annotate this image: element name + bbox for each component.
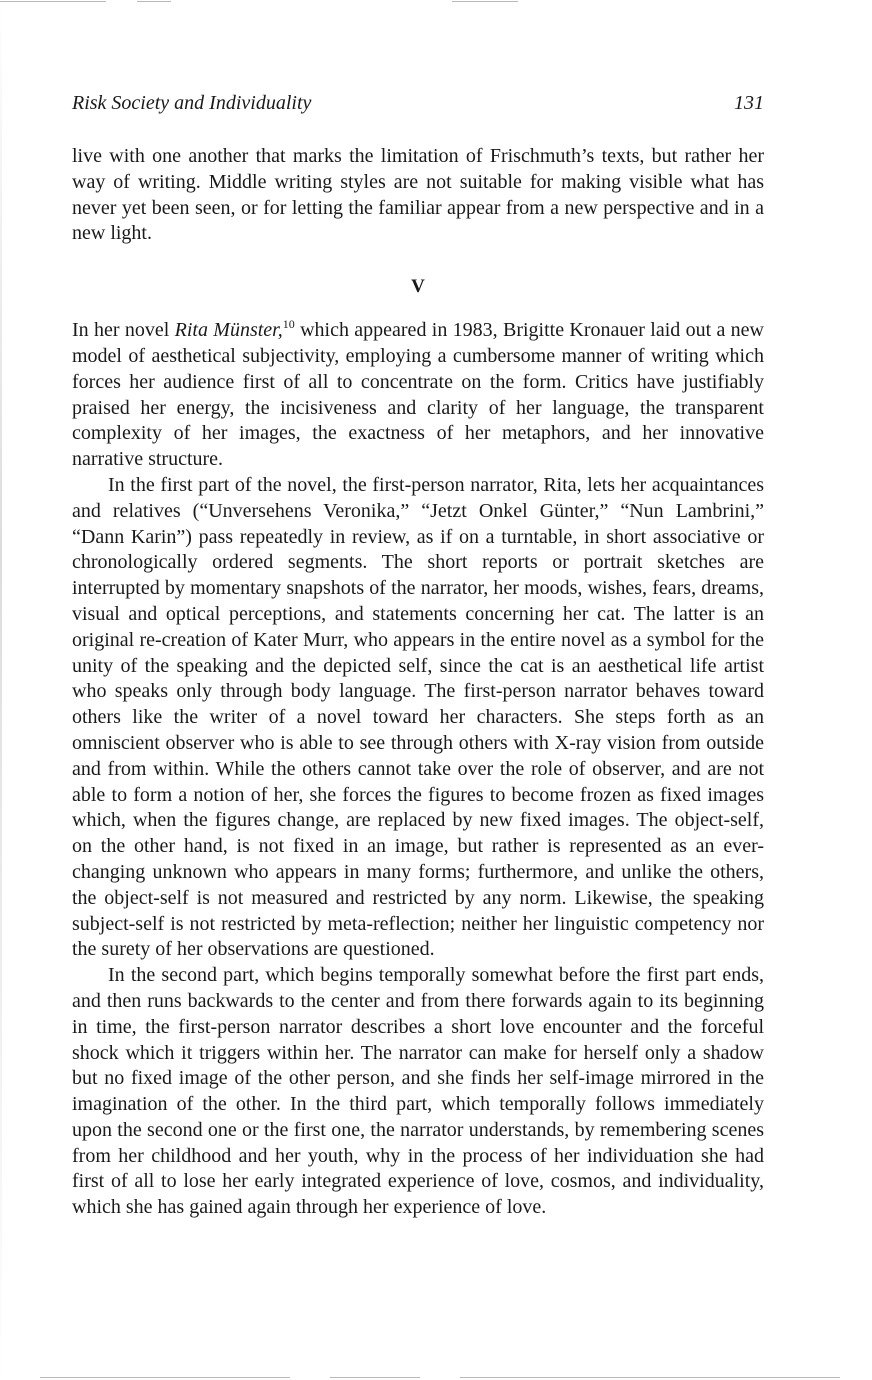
footnote-reference: 10 (282, 317, 295, 332)
novel-title: Rita Münster, (174, 319, 283, 342)
page-edge-shadow (0, 0, 2, 1380)
body-paragraph: In the first part of the novel, the first-person narrator, Rita, lets her acquaintances and relatives (“Unversehens Veronika,” “Jetzt Onkel Günter,” “Nun Lambrini,” “Dann Karin”) pass repeatedly in review, as if on a turntable, in short associative or chronologically ordered segments. The short reports or portrait sketches are interrupted by momentary snapshots of the narrator, her moods, wishes, fears, dreams, visual and optical perceptions, and statements concerning her cat. The latter is an original re-creation of Kater Murr, who appears in the entire novel as a symbol for the unity of the speaking and the depicted self, since the cat is an aesthetical life artist who speaks only through body language. The first-person narrator behaves toward others like the writer of a novel toward her characters. She steps forth as an omniscient observer who is able to see through others with X-ray vision from outside and from within. While the others cannot take over the role of observer, and are not able to form a notion of her, she forces the figures to become frozen as fixed images which, when the figures change, are replaced by new fixed images. The object-self, on the other hand, is not fixed in an image, but rather is represented as an ever-changing unknown who appears in many forms; furthermore, and unlike the others, the object-self is not measured and restricted by any norm. Likewise, the speaking subject-self is not restricted by meta-reflection; neither her linguistic competency nor the surety of her observations are questioned. (72, 473, 764, 961)
scan-artifact-line (137, 1, 171, 2)
section-first-paragraph (72, 318, 764, 473)
body-paragraph: In the second part, which begins temporally somewhat before the first part ends, and then runs backwards to the center and from there forwards again to its beginning in time, the first-person narrator describes a short love encounter and the forceful shock which it triggers within her. The narrator can make for herself only a shadow but no fixed image of the other person, and she finds her self-image mirrored in the imagination of the other. In the third part, which temporally follows immediately upon the second one or the first one, the narrator understands, by remembering scenes from her childhood and her youth, why in the process of her individuation she had first of all to lose her early integrated experience of love, cosmos, and individuality, which she has gained again through her experience of love. (72, 964, 764, 1219)
running-head (72, 92, 764, 120)
section-heading: V (411, 276, 425, 298)
scan-artifact-line (460, 1377, 840, 1378)
paragraph-rest-text: which appeared in 1983, Brigitte Kronauer laid out a new model of aesthetical subjectivity, employing a cumbersome manner of writing which forces her audience first of all to concentrate on the form. Critics have justifiably praised her energy, the incisiveness and clarity of her language, the transparent complexity of her images, the exactness of her metaphors, and her innovative narrative structure. (72, 319, 764, 471)
page-number: 131 (734, 92, 764, 114)
scan-artifact-line (330, 1377, 420, 1378)
book-page (72, 92, 764, 1221)
scan-artifact-line (0, 1, 106, 2)
opening-paragraph: live with one another that marks the limitation of Frischmuth’s texts, but rather her way of writing. Middle writing styles are not suitable for making visible what has never yet been seen, or for letting the familiar appear from a new perspective and in a new light. (72, 145, 764, 245)
body-text (72, 144, 764, 1221)
scan-artifact-line (452, 1, 518, 2)
running-head-title: Risk Society and Individuality (72, 92, 312, 114)
scan-artifact-line (40, 1377, 290, 1378)
paragraph-lead-text: In her novel (72, 319, 175, 342)
